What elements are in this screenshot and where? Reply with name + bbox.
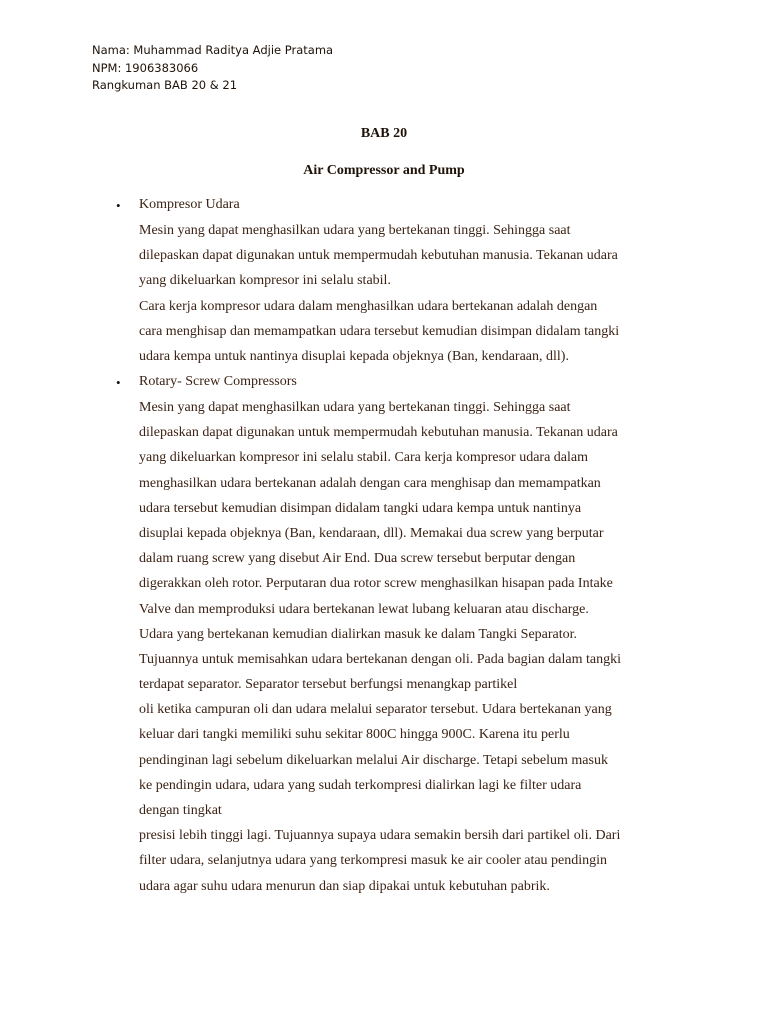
body-line: pendinginan lagi sebelum dikeluarkan melalui Air discharge. Tetapi sebelum masuk	[139, 752, 608, 768]
body-line: disuplai kepada objeknya (Ban, kendaraan, dll). Memakai dua screw yang berputar	[139, 525, 604, 541]
body-line: Udara yang bertekanan kemudian dialirkan masuk ke dalam Tangki Separator.	[139, 626, 578, 642]
body-line: Tujuannya untuk memisahkan udara bertekanan dengan oli. Pada bagian dalam tangki	[139, 651, 621, 667]
body-line: filter udara, selanjutnya udara yang terkompresi masuk ke air cooler atau pendingin	[139, 853, 608, 869]
chapter-number: BAB 20	[360, 126, 408, 141]
student-name: Nama: Muhammad Raditya Adjie Pratama	[92, 43, 334, 57]
body-line: oli ketika campuran oli dan udara melalui separator tersebut. Udara bertekanan yang	[139, 702, 612, 718]
body-line: Mesin yang dapat menghasilkan udara yang bertekanan tinggi. Sehingga saat	[139, 400, 571, 415]
student-npm: NPM: 1906383066	[92, 60, 199, 75]
chapter-title: Air Compressor and Pump	[303, 163, 465, 178]
summary-label: Rangkuman BAB 20 & 21	[92, 78, 238, 92]
body-line: yang dikeluarkan kompresor ini selalu stabil.	[139, 273, 391, 289]
body-line: digerakkan oleh rotor. Perputaran dua rotor screw menghasilkan hisapan pada Intake	[139, 576, 613, 592]
student-header	[92, 42, 333, 95]
body-line: Cara kerja kompresor udara dalam menghasilkan udara bertekanan adalah dengan	[139, 298, 598, 314]
section-body	[139, 395, 621, 899]
section-body	[139, 218, 619, 369]
body-line: dilepaskan dapat digunakan untuk mempermudah kebutuhan manusia. Tekanan udara	[139, 425, 618, 441]
body-line: cara menghisap dan memampatkan udara tersebut kemudian disimpan didalam tangki	[139, 323, 620, 339]
bullet-icon: •	[116, 198, 121, 213]
body-line: udara agar suhu udara menurun dan siap dipakai untuk kebutuhan pabrik.	[139, 878, 550, 894]
body-line: dalam ruang screw yang disebut Air End. Dua screw tersebut berputar dengan	[139, 551, 576, 567]
section-heading: Kompresor Udara	[139, 197, 240, 212]
body-line: yang dikeluarkan kompresor ini selalu stabil. Cara kerja kompresor udara dalam	[139, 450, 589, 466]
body-line: Mesin yang dapat menghasilkan udara yang bertekanan tinggi. Sehingga saat	[139, 223, 571, 238]
body-line: Valve dan memproduksi udara bertekanan lewat lubang keluaran atau discharge.	[139, 601, 589, 617]
body-line: dengan tingkat	[139, 803, 222, 818]
body-line: dilepaskan dapat digunakan untuk mempermudah kebutuhan manusia. Tekanan udara	[139, 248, 618, 264]
body-line: ke pendingin udara, udara yang sudah terkompresi dialirkan lagi ke filter udara	[139, 777, 582, 793]
bullet-icon: •	[116, 375, 121, 390]
body-line: presisi lebih tinggi lagi. Tujuannya supaya udara semakin bersih dari partikel oli. Dari	[139, 828, 621, 844]
body-line: terdapat separator. Separator tersebut berfungsi menangkap partikel	[139, 677, 518, 693]
body-line: keluar dari tangki memiliki suhu sekitar 800C hingga 900C. Karena itu perlu	[139, 727, 570, 743]
section-heading: Rotary- Screw Compressors	[139, 374, 297, 389]
body-line: udara tersebut kemudian disimpan didalam tangki udara kempa untuk nantinya	[139, 500, 582, 516]
body-line: udara kempa untuk nantinya disuplai kepada objeknya (Ban, kendaraan, dll).	[139, 348, 569, 364]
body-line: menghasilkan udara bertekanan adalah dengan cara menghisap dan memampatkan	[139, 475, 601, 491]
